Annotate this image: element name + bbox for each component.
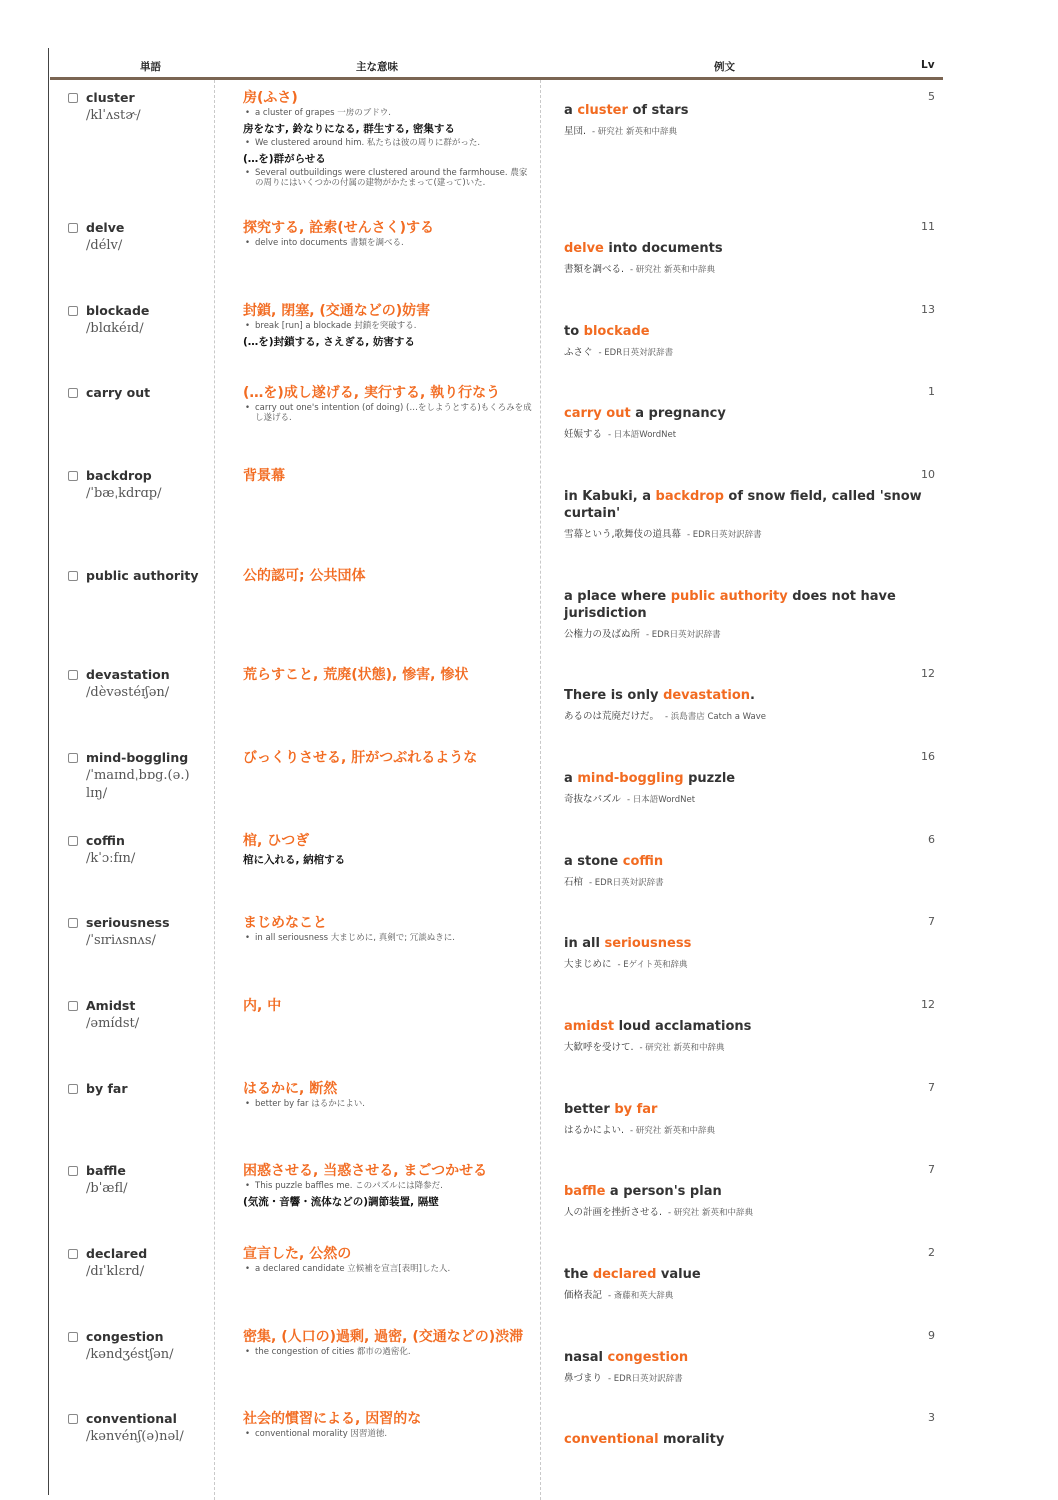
example-translation (564, 1039, 924, 1053)
word-checkbox[interactable] (68, 571, 78, 581)
word-checkbox[interactable] (68, 1414, 78, 1424)
example-translation (564, 956, 924, 970)
example-sentence (564, 935, 924, 952)
secondary-meaning: (…を)群がらせる (243, 153, 326, 165)
word-checkbox[interactable] (68, 1001, 78, 1011)
example-cell (564, 853, 924, 888)
example-cell (564, 1431, 924, 1448)
meaning-cell (243, 915, 533, 943)
example-cell (564, 1266, 924, 1301)
column-divider (540, 80, 541, 1500)
usage-example: • delve into documents 書類を調べる. (243, 238, 533, 248)
word-cell (68, 915, 208, 950)
word-cell (68, 1081, 208, 1096)
primary-meaning: 密集, (人口の)過剰, 過密, (交通などの)渋滞 (243, 1329, 524, 1345)
example-text: value (656, 1267, 701, 1282)
translation-text: ふさぐ (564, 347, 593, 358)
secondary-meaning: 房をなす, 鈴なりになる, 群生する, 密集する (243, 123, 455, 135)
pronunciation: /kˈɔːfɪn/ (86, 851, 136, 866)
headword: declared (86, 1246, 148, 1261)
example-sentence (564, 687, 924, 704)
example-cell (564, 240, 924, 275)
headword: baffle (86, 1163, 126, 1178)
level-value: 16 (921, 750, 935, 763)
example-translation (564, 626, 924, 640)
dictionary-source: - 研究社 新英和中辞典 (630, 265, 716, 275)
example-text: of snow field, called 'snow curtain' (564, 489, 922, 521)
example-cell (564, 1183, 924, 1218)
example-translation (564, 1370, 924, 1384)
word-line (68, 1329, 208, 1344)
example-translation (564, 426, 924, 440)
pronunciation: /kənvénʃ(ə)nəl/ (86, 1429, 184, 1444)
word-cell (68, 468, 208, 503)
translation-text: 公権力の及ばぬ所 (564, 629, 641, 640)
translation-text: 価格表記 (564, 1290, 603, 1301)
word-cell (68, 1329, 208, 1364)
example-highlight: congestion (607, 1350, 689, 1365)
headword: delve (86, 220, 125, 235)
headword: seriousness (86, 915, 170, 930)
example-highlight: cluster (577, 103, 628, 118)
usage-example: • a cluster of grapes 一房のブドウ. (243, 108, 533, 118)
pronunciation: /ˈbæˌkdrɑp/ (86, 486, 162, 501)
level-value: 2 (928, 1246, 935, 1259)
word-cell (68, 303, 208, 338)
example-text: morality (658, 1432, 725, 1447)
primary-meaning: まじめなこと (243, 915, 327, 931)
word-checkbox[interactable] (68, 388, 78, 398)
example-sentence (564, 1349, 924, 1366)
dictionary-source: - 斎藤和英大辞典 (608, 1291, 674, 1301)
example-translation (564, 261, 924, 275)
example-text: . (750, 688, 755, 703)
word-line (68, 750, 208, 765)
example-highlight: public authority (670, 589, 788, 604)
dictionary-source: - EDR日英対訳辞書 (608, 1374, 683, 1384)
meaning-cell (243, 385, 533, 423)
primary-meaning: 宣言した, 公然の (243, 1246, 352, 1262)
example-highlight: coffin (622, 854, 664, 869)
example-highlight: baffle (564, 1184, 606, 1199)
pronunciation: /ˈmaɪndˌbɒg.(ə.) lɪŋ/ (86, 768, 190, 801)
word-cell (68, 833, 208, 868)
usage-example: • This puzzle baffles me. このパズルには降参だ. (243, 1181, 533, 1191)
dictionary-source: - 研究社 新英和中辞典 (630, 1126, 716, 1136)
dictionary-source: - EDR日英対訳辞書 (598, 348, 674, 358)
primary-meaning: びっくりさせる, 肝がつぶれるような (243, 750, 478, 766)
usage-example: • break [run] a blockade 封鎖を突破する. (243, 321, 533, 331)
word-line (68, 1246, 208, 1261)
translation-text: 雪幕という,歌舞伎の道具幕 (564, 529, 682, 540)
example-cell (564, 1349, 924, 1384)
dictionary-source: - 研究社 新英和中辞典 (592, 127, 678, 137)
usage-example: • better by far はるかによい. (243, 1099, 533, 1109)
meaning-cell (243, 998, 533, 1014)
example-text: loud acclamations (614, 1019, 752, 1034)
word-checkbox[interactable] (68, 1332, 78, 1342)
word-checkbox[interactable] (68, 1249, 78, 1259)
headword: congestion (86, 1329, 164, 1344)
example-sentence (564, 1183, 924, 1200)
translation-text: 大歓呼を受けて. (564, 1042, 634, 1053)
translation-text: 奇抜なパズル (564, 794, 622, 805)
example-text: nasal (564, 1350, 608, 1365)
level-value: 7 (928, 1081, 935, 1094)
primary-meaning: 背景幕 (243, 468, 285, 484)
example-sentence (564, 488, 924, 522)
level-value: 3 (928, 1411, 935, 1424)
example-highlight: amidst (564, 1019, 615, 1034)
example-sentence (564, 770, 924, 787)
secondary-meaning: (気流・音響・流体などの)調節装置, 隔壁 (243, 1196, 439, 1208)
pronunciation: /dɪˈklɛrd/ (86, 1264, 145, 1279)
example-translation (564, 1287, 924, 1301)
example-sentence (564, 588, 924, 622)
primary-meaning: 封鎖, 閉塞, (交通などの)妨害 (243, 303, 431, 319)
example-cell (564, 102, 924, 137)
meaning-cell (243, 667, 533, 683)
example-text: a (564, 771, 578, 786)
dictionary-source: - EDR日英対訳辞書 (687, 530, 762, 540)
word-checkbox[interactable] (68, 1084, 78, 1094)
level-value: 9 (928, 1329, 935, 1342)
word-cell (68, 385, 208, 400)
example-highlight: conventional (564, 1432, 659, 1447)
example-cell (564, 588, 924, 640)
headword: carry out (86, 385, 151, 400)
example-translation (564, 874, 924, 888)
example-text: does not have jurisdiction (564, 589, 896, 621)
primary-meaning: 棺, ひつぎ (243, 833, 310, 849)
pronunciation: /délv/ (86, 238, 123, 253)
pronunciation: /kəndʒéstʃən/ (86, 1347, 174, 1362)
word-checkbox[interactable] (68, 753, 78, 763)
meaning-cell (243, 90, 533, 188)
level-value: 7 (928, 1163, 935, 1176)
pronunciation: /ˈsɪriʌsnʌs/ (86, 933, 156, 948)
headword: backdrop (86, 468, 152, 483)
word-line (68, 833, 208, 848)
dictionary-source: - 研究社 新英和中辞典 (639, 1043, 725, 1053)
headword: mind-boggling (86, 750, 189, 765)
word-checkbox[interactable] (68, 93, 78, 103)
word-cell (68, 90, 208, 125)
translation-text: 石棺 (564, 877, 584, 888)
word-line (68, 1411, 208, 1426)
meaning-cell (243, 833, 533, 867)
header-lv: Lv (921, 59, 935, 71)
pronunciation: /bˈæfl/ (86, 1181, 128, 1196)
headword: coffin (86, 833, 125, 848)
example-text: a place where (564, 589, 671, 604)
usage-example: • conventional morality 因習道徳. (243, 1429, 533, 1439)
word-checkbox[interactable] (68, 471, 78, 481)
word-line (68, 915, 208, 930)
primary-meaning: 房(ふさ) (243, 90, 298, 106)
level-value: 7 (928, 915, 935, 928)
primary-meaning: 荒らすこと, 荒廃(状態), 惨害, 惨状 (243, 667, 469, 683)
example-cell (564, 770, 924, 805)
word-cell (68, 1163, 208, 1198)
example-highlight: carry out (564, 406, 631, 421)
word-cell (68, 220, 208, 255)
vocabulary-sheet (50, 55, 943, 1447)
example-translation (564, 344, 924, 358)
headword: cluster (86, 90, 135, 105)
example-sentence (564, 240, 924, 257)
example-cell (564, 488, 924, 540)
level-value: 12 (921, 667, 935, 680)
word-checkbox[interactable] (68, 918, 78, 928)
example-highlight: mind-boggling (577, 771, 684, 786)
meaning-cell (243, 1329, 533, 1357)
level-value: 1 (928, 385, 935, 398)
word-checkbox[interactable] (68, 1166, 78, 1176)
headword: public authority (86, 568, 199, 583)
example-text: puzzle (683, 771, 736, 786)
word-line (68, 90, 208, 105)
table-header (50, 55, 943, 80)
meaning-cell (243, 1246, 533, 1274)
dictionary-source: - 日本語WordNet (608, 430, 677, 440)
example-text: better (564, 1102, 615, 1117)
header-word: 単語 (140, 61, 161, 73)
level-value: 6 (928, 833, 935, 846)
usage-example: • the congestion of cities 都市の過密化. (243, 1347, 533, 1357)
example-sentence (564, 405, 924, 422)
headword: blockade (86, 303, 150, 318)
example-text: a stone (564, 854, 623, 869)
primary-meaning: 内, 中 (243, 998, 282, 1014)
translation-text: 妊娠する (564, 429, 603, 440)
word-line (68, 220, 208, 235)
example-translation (564, 123, 924, 137)
usage-example: • a declared candidate 立候補を宣言[表明]した人. (243, 1264, 533, 1274)
translation-text: 星団. (564, 126, 587, 137)
word-cell (68, 750, 208, 803)
column-divider (214, 80, 215, 1500)
word-cell (68, 1411, 208, 1446)
example-sentence (564, 323, 924, 340)
meaning-cell (243, 750, 533, 766)
example-translation (564, 791, 924, 805)
level-value: 13 (921, 303, 935, 316)
left-margin-rule (48, 48, 49, 1495)
example-sentence (564, 1431, 924, 1448)
level-value: 10 (921, 468, 935, 481)
example-translation (564, 526, 924, 540)
primary-meaning: 公的認可; 公共団体 (243, 568, 366, 584)
dictionary-source: - Eゲイト英和辞典 (617, 960, 688, 970)
usage-example: • carry out one's intention (of doing) (…をしようとする)もくろみを成し遂げる. (243, 403, 533, 423)
word-line (68, 1081, 208, 1096)
pronunciation: /blɑkéɪd/ (86, 321, 144, 336)
translation-text: 書類を調べる. (564, 264, 625, 275)
meaning-cell (243, 468, 533, 484)
example-highlight: blockade (583, 324, 650, 339)
example-sentence (564, 102, 924, 119)
pronunciation: /əmídst/ (86, 1016, 140, 1031)
header-example: 例文 (714, 61, 735, 73)
translation-text: 人の計画を挫折させる. (564, 1207, 663, 1218)
example-cell (564, 1101, 924, 1136)
example-cell (564, 405, 924, 440)
meaning-cell (243, 1163, 533, 1209)
level-value: 11 (921, 220, 935, 233)
word-line (68, 998, 208, 1013)
example-text: There is only (564, 688, 664, 703)
example-sentence (564, 1018, 924, 1035)
level-value: 12 (921, 998, 935, 1011)
word-cell (68, 667, 208, 702)
example-cell (564, 1018, 924, 1053)
word-line (68, 667, 208, 682)
word-checkbox[interactable] (68, 670, 78, 680)
example-text: into documents (603, 241, 723, 256)
meaning-cell (243, 568, 533, 584)
secondary-meaning: 棺に入れる, 納棺する (243, 854, 346, 866)
word-checkbox[interactable] (68, 836, 78, 846)
example-highlight: delve (564, 241, 604, 256)
meaning-cell (243, 1411, 533, 1439)
primary-meaning: 困惑させる, 当惑させる, まごつかせる (243, 1163, 488, 1179)
example-highlight: backdrop (655, 489, 724, 504)
meaning-cell (243, 1081, 533, 1109)
level-value: 5 (928, 90, 935, 103)
word-cell (68, 568, 208, 583)
meaning-cell (243, 303, 533, 349)
example-text: a person's plan (605, 1184, 722, 1199)
example-text: in all (564, 936, 605, 951)
dictionary-source: - 日本語WordNet (627, 795, 696, 805)
example-highlight: seriousness (604, 936, 692, 951)
usage-example: • Several outbuildings were clustered around the farmhouse. 農家の周りにはいくつかの付属の建物がかたまって(建って)いた. (243, 168, 533, 188)
dictionary-source: - EDR日英対訳辞書 (589, 878, 664, 888)
pronunciation: /dèvəstéɪʃən/ (86, 685, 170, 700)
word-line (68, 1163, 208, 1178)
example-cell (564, 323, 924, 358)
header-meaning: 主な意味 (356, 61, 398, 73)
primary-meaning: はるかに, 断然 (243, 1081, 338, 1097)
example-highlight: devastation (663, 688, 751, 703)
headword: conventional (86, 1411, 177, 1426)
primary-meaning: 探究する, 詮索(せんさく)する (243, 220, 434, 236)
word-line (68, 303, 208, 318)
word-cell (68, 998, 208, 1033)
translation-text: 大まじめに (564, 959, 612, 970)
word-line (68, 468, 208, 483)
example-text: a pregnancy (630, 406, 726, 421)
usage-example: • We clustered around him. 私たちは彼の周りに群がった. (243, 138, 533, 148)
dictionary-source: - 研究社 新英和中辞典 (668, 1208, 754, 1218)
pronunciation: /klˈʌstɚ/ (86, 108, 141, 123)
example-sentence (564, 1101, 924, 1118)
word-checkbox[interactable] (68, 223, 78, 233)
example-translation (564, 708, 924, 722)
headword: devastation (86, 667, 170, 682)
word-cell (68, 1246, 208, 1281)
example-text: to (564, 324, 584, 339)
example-sentence (564, 1266, 924, 1283)
translation-text: あるのは荒廃だけだ。 (564, 711, 660, 722)
dictionary-source: - EDR日英対訳辞書 (646, 630, 721, 640)
dictionary-source: - 浜島書店 Catch a Wave (665, 712, 766, 722)
example-sentence (564, 853, 924, 870)
word-checkbox[interactable] (68, 306, 78, 316)
secondary-meaning: (…を)封鎖する, さえぎる, 妨害する (243, 336, 415, 348)
example-translation (564, 1122, 924, 1136)
example-cell (564, 935, 924, 970)
word-line (68, 568, 208, 583)
headword: by far (86, 1081, 128, 1096)
usage-example: • in all seriousness 大まじめに, 真剣で; 冗談ぬきに. (243, 933, 533, 943)
word-line (68, 385, 208, 400)
example-highlight: by far (614, 1102, 658, 1117)
meaning-cell (243, 220, 533, 248)
example-translation (564, 1204, 924, 1218)
headword: Amidst (86, 998, 136, 1013)
primary-meaning: (…を)成し遂げる, 実行する, 執り行なう (243, 385, 501, 401)
example-highlight: declared (592, 1267, 657, 1282)
example-text: of stars (627, 103, 689, 118)
translation-text: はるかによい. (564, 1125, 625, 1136)
example-text: a (564, 103, 578, 118)
example-text: the (564, 1267, 593, 1282)
example-text: in Kabuki, a (564, 489, 656, 504)
primary-meaning: 社会的慣習による, 因習的な (243, 1411, 422, 1427)
translation-text: 鼻づまり (564, 1373, 603, 1384)
example-cell (564, 687, 924, 722)
